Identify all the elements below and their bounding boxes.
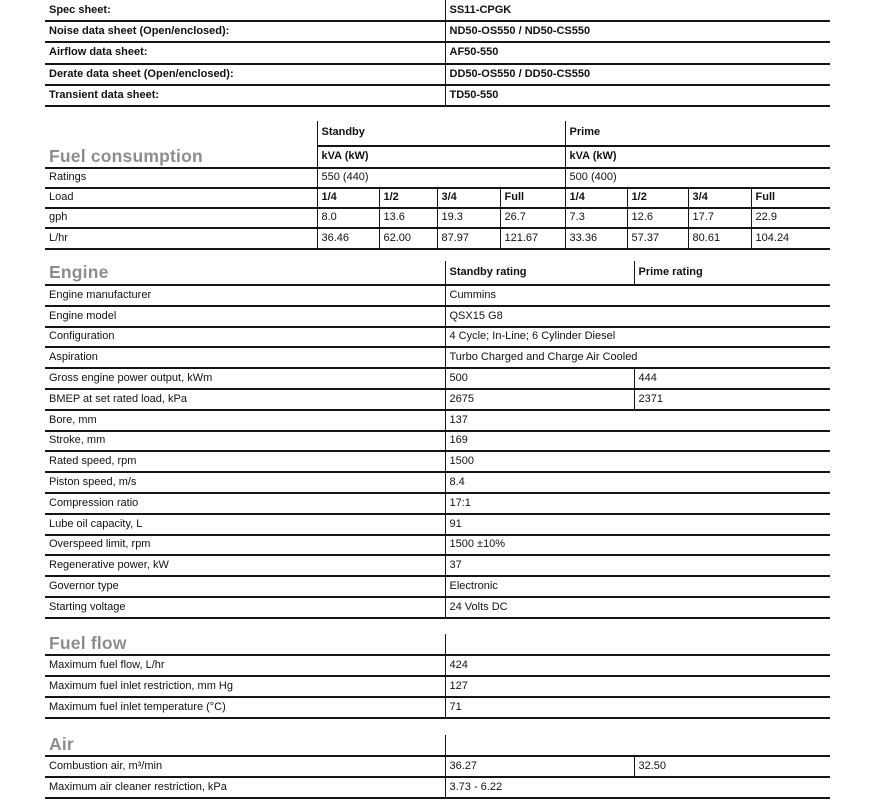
engine-row-label: Lube oil capacity, L: [45, 514, 445, 535]
engine-row-label: Regenerative power, kW: [45, 555, 445, 576]
fuel-value: 57.37: [627, 228, 688, 249]
engine-row-value: QSX15 G8: [445, 306, 830, 327]
fuel-value: 19.3: [437, 208, 500, 228]
fuel-value: 13.6: [379, 208, 437, 228]
fuel-value: 26.7: [500, 208, 565, 228]
engine-table: [45, 261, 830, 619]
datasheet-references-table: [45, 0, 830, 107]
fuel-value: 12.6: [627, 208, 688, 228]
table-row: [45, 42, 830, 63]
fuel-value: 22.9: [751, 208, 830, 228]
table-row: [45, 493, 830, 514]
ref-value: AF50-550: [445, 42, 830, 63]
fuel-flow-row-value: 127: [445, 676, 830, 697]
table-row: [45, 188, 830, 208]
air-row-label: Maximum air cleaner restriction, kPa: [45, 777, 445, 798]
table-row: [45, 327, 830, 348]
section-title-fuel-consumption: Fuel consumption: [45, 121, 317, 168]
engine-row-value: Cummins: [445, 285, 830, 306]
ref-label: Derate data sheet (Open/enclosed):: [45, 64, 445, 85]
engine-row-label: Stroke, mm: [45, 431, 445, 452]
prime-rating-value: 500 (400): [565, 168, 830, 188]
fuel-value: 80.61: [688, 228, 751, 249]
table-row: [45, 64, 830, 85]
air-row-value: 3.73 - 6.22: [445, 777, 830, 798]
fuel-value: 104.24: [751, 228, 830, 249]
load-header: 1/4: [565, 188, 627, 208]
prime-unit-header: kVA (kW): [565, 146, 830, 168]
engine-row-value: 8.4: [445, 472, 830, 493]
engine-row-label: Engine manufacturer: [45, 285, 445, 306]
engine-row-label: Overspeed limit, rpm: [45, 535, 445, 556]
fuel-value: 17.7: [688, 208, 751, 228]
load-header: 1/2: [627, 188, 688, 208]
engine-row-value: 1500 ±10%: [445, 535, 830, 556]
table-row: [45, 472, 830, 493]
prime-rating-header: Prime rating: [634, 261, 830, 285]
ref-value: ND50-OS550 / ND50-CS550: [445, 21, 830, 42]
engine-row-value: 91: [445, 514, 830, 535]
load-header: 3/4: [437, 188, 500, 208]
load-header: 3/4: [688, 188, 751, 208]
engine-row-label: Gross engine power output, kWm: [45, 368, 445, 389]
engine-row-prime-value: 444: [634, 368, 830, 389]
engine-row-label: Rated speed, rpm: [45, 451, 445, 472]
engine-row-value: 24 Volts DC: [445, 597, 830, 618]
table-row: [45, 85, 830, 106]
fuel-value: 121.67: [500, 228, 565, 249]
fuel-value: 33.36: [565, 228, 627, 249]
table-row: [45, 228, 830, 249]
table-row: [45, 368, 830, 389]
ref-value: SS11-CPGK: [445, 0, 830, 21]
engine-row-value: 4 Cycle; In-Line; 6 Cylinder Diesel: [445, 327, 830, 348]
fuel-value: 36.46: [317, 228, 379, 249]
engine-row-standby-value: 500: [445, 368, 634, 389]
engine-row-label: Configuration: [45, 327, 445, 348]
engine-row-label: BMEP at set rated load, kPa: [45, 389, 445, 410]
table-row: [45, 261, 830, 285]
fuel-flow-row-value: 424: [445, 655, 830, 676]
engine-row-label: Compression ratio: [45, 493, 445, 514]
table-row: [45, 555, 830, 576]
table-row: [45, 697, 830, 718]
section-title-engine: Engine: [45, 261, 445, 285]
empty-header-cell: [445, 634, 830, 655]
row-label-lhr: L/hr: [45, 228, 317, 249]
table-row: [45, 389, 830, 410]
fuel-consumption-table: [45, 121, 830, 250]
fuel-flow-table: [45, 634, 830, 719]
table-row: [45, 431, 830, 452]
ref-value: DD50-OS550 / DD50-CS550: [445, 64, 830, 85]
table-row: [45, 576, 830, 597]
section-title-air: Air: [45, 735, 445, 756]
air-table: [45, 735, 830, 799]
engine-row-value: Turbo Charged and Charge Air Cooled: [445, 347, 830, 368]
engine-row-value: 169: [445, 431, 830, 452]
load-header: Full: [751, 188, 830, 208]
table-row: [45, 285, 830, 306]
table-row: [45, 208, 830, 228]
standby-unit-header: kVA (kW): [317, 146, 565, 168]
engine-row-label: Piston speed, m/s: [45, 472, 445, 493]
row-label-load: Load: [45, 188, 317, 208]
engine-row-standby-value: 2675: [445, 389, 634, 410]
table-row: [45, 347, 830, 368]
engine-row-label: Bore, mm: [45, 410, 445, 431]
engine-row-prime-value: 2371: [634, 389, 830, 410]
prime-group-header: Prime: [565, 121, 830, 146]
ref-label: Spec sheet:: [45, 0, 445, 21]
table-row: [45, 634, 830, 655]
row-label-gph: gph: [45, 208, 317, 228]
table-row: [45, 735, 830, 756]
fuel-flow-row-value: 71: [445, 697, 830, 718]
fuel-flow-row-label: Maximum fuel inlet restriction, mm Hg: [45, 676, 445, 697]
table-row: [45, 410, 830, 431]
engine-row-label: Engine model: [45, 306, 445, 327]
table-row: [45, 451, 830, 472]
load-header: Full: [500, 188, 565, 208]
table-row: [45, 21, 830, 42]
table-row: [45, 655, 830, 676]
fuel-value: 8.0: [317, 208, 379, 228]
standby-rating-value: 550 (440): [317, 168, 565, 188]
fuel-flow-row-label: Maximum fuel flow, L/hr: [45, 655, 445, 676]
engine-row-label: Starting voltage: [45, 597, 445, 618]
row-label-ratings: Ratings: [45, 168, 317, 188]
table-row: [45, 535, 830, 556]
table-row: [45, 514, 830, 535]
ref-value: TD50-550: [445, 85, 830, 106]
table-row: [45, 0, 830, 21]
table-row: [45, 756, 830, 777]
engine-row-label: Aspiration: [45, 347, 445, 368]
table-row: [45, 306, 830, 327]
engine-row-value: Electronic: [445, 576, 830, 597]
table-row: [45, 121, 830, 146]
load-header: 1/4: [317, 188, 379, 208]
ref-label: Airflow data sheet:: [45, 42, 445, 63]
table-row: [45, 597, 830, 618]
engine-row-label: Governor type: [45, 576, 445, 597]
standby-group-header: Standby: [317, 121, 565, 146]
ref-label: Transient data sheet:: [45, 85, 445, 106]
table-row: [45, 676, 830, 697]
table-row: [45, 168, 830, 188]
engine-row-value: 37: [445, 555, 830, 576]
air-row-standby-value: 36.27: [445, 756, 634, 777]
fuel-value: 62.00: [379, 228, 437, 249]
engine-row-value: 1500: [445, 451, 830, 472]
empty-header-cell: [445, 735, 830, 756]
engine-row-value: 17:1: [445, 493, 830, 514]
ref-label: Noise data sheet (Open/enclosed):: [45, 21, 445, 42]
fuel-flow-row-label: Maximum fuel inlet temperature (°C): [45, 697, 445, 718]
engine-row-value: 137: [445, 410, 830, 431]
standby-rating-header: Standby rating: [445, 261, 634, 285]
fuel-value: 7.3: [565, 208, 627, 228]
air-row-label: Combustion air, m³/min: [45, 756, 445, 777]
table-row: [45, 777, 830, 798]
fuel-value: 87.97: [437, 228, 500, 249]
load-header: 1/2: [379, 188, 437, 208]
air-row-prime-value: 32.50: [634, 756, 830, 777]
section-title-fuel-flow: Fuel flow: [45, 634, 445, 655]
